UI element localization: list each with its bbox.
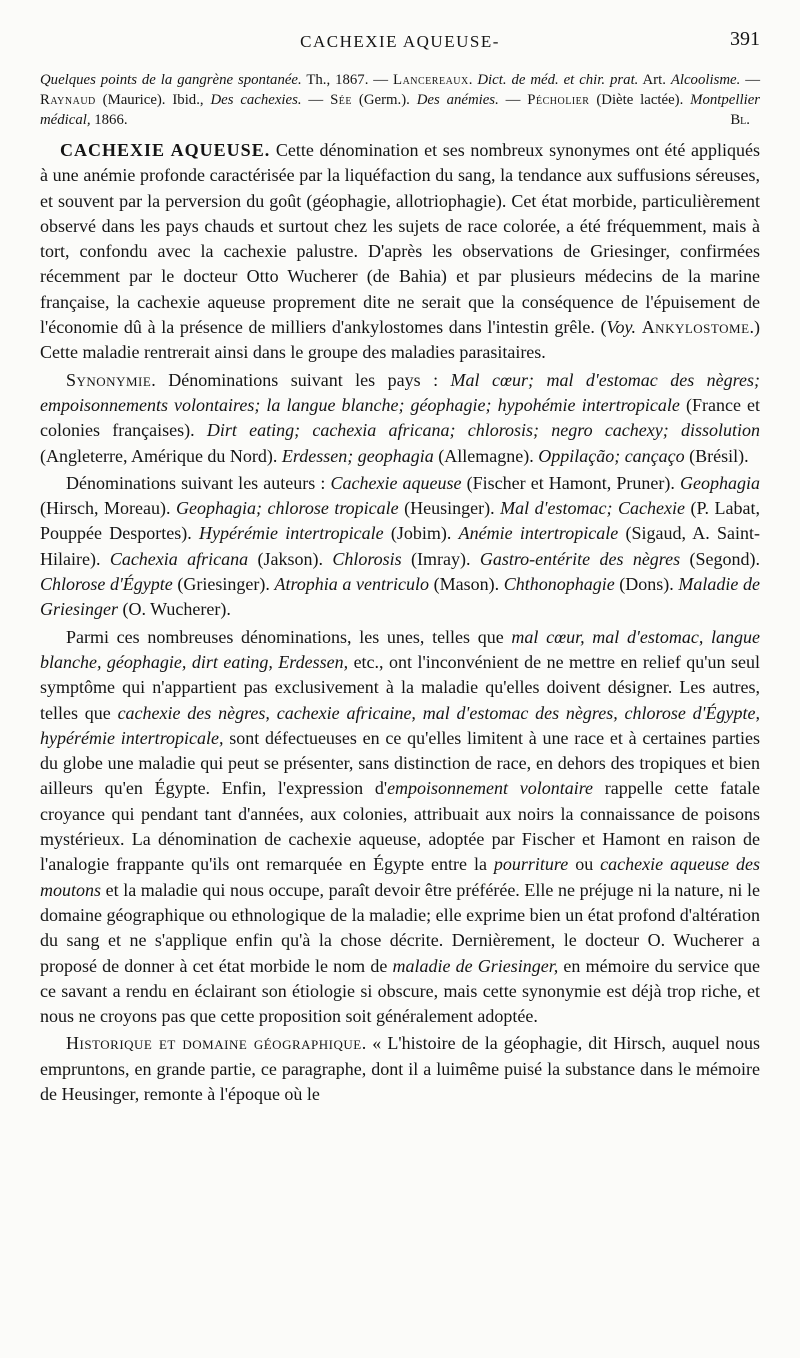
text-run: (Germ.). <box>352 92 417 108</box>
page-number: 391 <box>730 28 760 50</box>
text-run: Dénominations suivant les auteurs : <box>66 472 331 493</box>
italic-text: Maladie de Griesinger <box>40 574 761 620</box>
italic-text: Mal cœur; mal d'estomac des nègres; empoisonnements volontaires; la langue blanche; géophagie; hypohémie intertropicale <box>40 369 760 415</box>
text-run: (Maurice). Ibid., <box>95 92 211 108</box>
paragraph <box>40 625 760 1030</box>
text-run: rappelle cette fatale croyance qui pendant tant d'années, aux colonies, attribuait aux noirs la connaissance de poisons mystérieux. La dénomination de cachexie aqueuse, adoptée par Fischer et Hamont en raison de l'analogie frappante qu'ils ont remarquée en Égypte entre la <box>40 778 760 875</box>
text-run: (Dons). <box>614 574 679 595</box>
page-header <box>40 26 760 66</box>
text-run: — <box>740 72 760 88</box>
small-caps-text: Historique et domaine géographique <box>66 1033 362 1054</box>
text-run: (Fischer et Hamont, Pruner). <box>461 472 680 493</box>
text-run: en mémoire du service que ce savant a rendu en éclairant son étiologie si obscure, mais cette synonymie est déjà trop riche, et nous ne croyons pas que cette proposition soit généralement adoptée. <box>40 955 760 1027</box>
text-run: Cette dénomination et ses nombreux synonymes ont été appliqués à une anémie profonde caractérisée par la liquéfaction du sang, la tendance aux suffusions séreuses, et souvent par la perversion du goût (géophagie, allotriophagie). Cet état morbide, particulièrement observé dans les pays chauds et surtout chez les sujets de race colorée, a été fréquemment, mais à tort, confondu avec la cachexie palustre. D'après les observations de Griesinger, confirmées récemment par le docteur Otto Wucherer (de Bahia) et par plusieurs médecins de la marine française, la cachexie aqueuse proprement dite ne serait que la conséquence de l'épuisement de l'économie dû à la présence de milliers d'ankylostomes dans l'intestin grêle. ( <box>40 140 760 338</box>
italic-text: Geophagia; chlorose tropicale <box>176 498 399 519</box>
text-run: — <box>498 92 528 108</box>
bibliography-text <box>40 72 760 128</box>
small-caps-text: Sée <box>330 92 353 108</box>
text-run: (Segond). <box>680 548 760 569</box>
paragraph <box>40 368 760 469</box>
italic-text: Des cachexies. <box>210 92 302 108</box>
small-caps-text: Raynaud <box>40 92 96 108</box>
italic-text: Montpellier médical, <box>40 92 761 128</box>
italic-text: cachexie des nègres, cachexie africaine, mal d'estomac des nègres, chlorose d'Égypte, hypérémie intertropicale, <box>40 702 760 748</box>
text-run: (O. Wucherer). <box>118 599 231 620</box>
bibliography-note <box>40 70 760 130</box>
small-caps-text: Lancereaux <box>393 72 469 88</box>
italic-text: Chlorose d'Égypte <box>40 574 173 595</box>
text-run: (Diète lactée). <box>589 92 691 108</box>
text-run: (Sigaud, A. Saint-Hilaire). <box>40 523 761 569</box>
italic-text: Chthonophagie <box>503 574 615 595</box>
text-run: (Jobim). <box>383 523 459 544</box>
italic-text: cachexie aqueuse des moutons <box>40 854 761 900</box>
italic-text: Des anémies. <box>416 92 499 108</box>
italic-text: pourriture <box>493 854 569 875</box>
italic-text: Chlorosis <box>332 548 402 569</box>
text-run: (Heusinger). <box>398 498 501 519</box>
text-run: et la maladie qui nous occupe, paraît devoir être préférée. Elle ne préjuge ni la nature, ni le domaine géographique ou ethnologique de la maladie; elle exprime bien un état profond d'altération du sang et ne s'applique enfin qu'à la chose décrite. Dernièrement, le docteur O. Wucherer a proposé de donner à cet état morbide le nom de <box>40 879 760 976</box>
italic-text: mal cœur, mal d'estomac, langue blanche, géophagie, dirt eating, Erdessen, <box>40 626 760 672</box>
text-run: (Angleterre, Amérique du Nord). <box>40 445 282 466</box>
headword: CACHEXIE AQUEUSE. <box>60 140 271 160</box>
italic-text: Mal d'estomac; Cachexie <box>500 498 685 519</box>
text-run: Art. <box>638 72 671 88</box>
italic-text: Gastro-entérite des nègres <box>479 548 681 569</box>
text-run: (Jakson). <box>248 548 333 569</box>
text-run: (Imray). <box>401 548 480 569</box>
italic-text: Quelques points de la gangrène spontanée. <box>40 72 302 88</box>
text-run: . « L'histoire de la géophagie, dit Hirsch, auquel nous empruntons, en grande partie, ce paragraphe, dont il a luimême puisé la substance dans le mémoire de Heusinger, remonte à l'époque où le <box>40 1033 760 1104</box>
italic-text: Geophagia <box>680 472 760 493</box>
italic-text: Dict. de méd. et chir. prat. <box>477 72 639 88</box>
text-run: (Brésil). <box>684 445 749 466</box>
paragraph <box>40 1031 760 1107</box>
text-run: (Hirsch, Moreau). <box>40 498 176 519</box>
author-signature: Bl. <box>730 112 750 128</box>
italic-text: maladie de Griesinger, <box>392 955 559 976</box>
paragraph <box>40 138 760 366</box>
italic-text: Dirt eating; cachexia africana; chlorosis; negro cachexy; dissolution <box>206 420 760 441</box>
paragraph <box>40 471 760 623</box>
italic-text: Cachexie aqueuse <box>330 472 462 493</box>
text-run: etc., ont l'inconvénient de ne mettre en relief qu'un seul symptôme qui n'appartient pas exclusivement à la maladie qu'elles doivent désigner. Les autres, telles que <box>40 651 760 723</box>
text-run: . Dénominations suivant les pays : <box>151 369 451 390</box>
text-run: . <box>468 72 478 88</box>
text-run: (France et colonies françaises). <box>40 394 760 441</box>
italic-text: Hypérémie intertropicale <box>199 523 384 544</box>
italic-text: Atrophia a ventriculo <box>274 574 429 595</box>
italic-text: Anémie intertropicale <box>458 523 619 544</box>
text-run: (Allemagne). <box>433 445 539 466</box>
italic-text: Cachexia africana <box>109 548 249 569</box>
text-run: Parmi ces nombreuses dénominations, les unes, telles que <box>66 626 512 647</box>
italic-text: Erdessen; geophagia <box>281 445 434 466</box>
article-body <box>40 138 760 1107</box>
running-head: CACHEXIE AQUEUSE- <box>300 32 500 51</box>
italic-text: Alcoolisme. <box>670 72 741 88</box>
text-run: 1866. <box>90 112 128 128</box>
text-run: — <box>301 92 331 108</box>
text-run: .) Cette maladie rentrerait ainsi dans le groupe des maladies parasitaires. <box>40 317 761 363</box>
italic-text: Voy. <box>606 317 636 338</box>
small-caps-text: Ankylostome <box>641 317 750 338</box>
small-caps-text: Synonymie <box>66 369 152 390</box>
text-run: (Griesinger). <box>172 574 275 595</box>
text-run: ou <box>568 854 601 875</box>
text-run: (Mason). <box>429 574 504 595</box>
italic-text: Oppilação; cançaço <box>538 445 685 466</box>
text-run: Th., 1867. — <box>301 72 394 88</box>
small-caps-text: Pécholier <box>527 92 590 108</box>
italic-text: empoisonnement volontaire <box>387 778 594 799</box>
text-run: (P. Labat, Pouppée Desportes). <box>40 498 760 544</box>
text-run: sont défectueuses en ce qu'elles limitent à une race et à certaines parties du globe une maladie qui peut se présenter, sans distinction de race, en dehors des tropiques et bien ailleurs qu'en Égypte. Enfin, l'expression d' <box>40 727 760 799</box>
